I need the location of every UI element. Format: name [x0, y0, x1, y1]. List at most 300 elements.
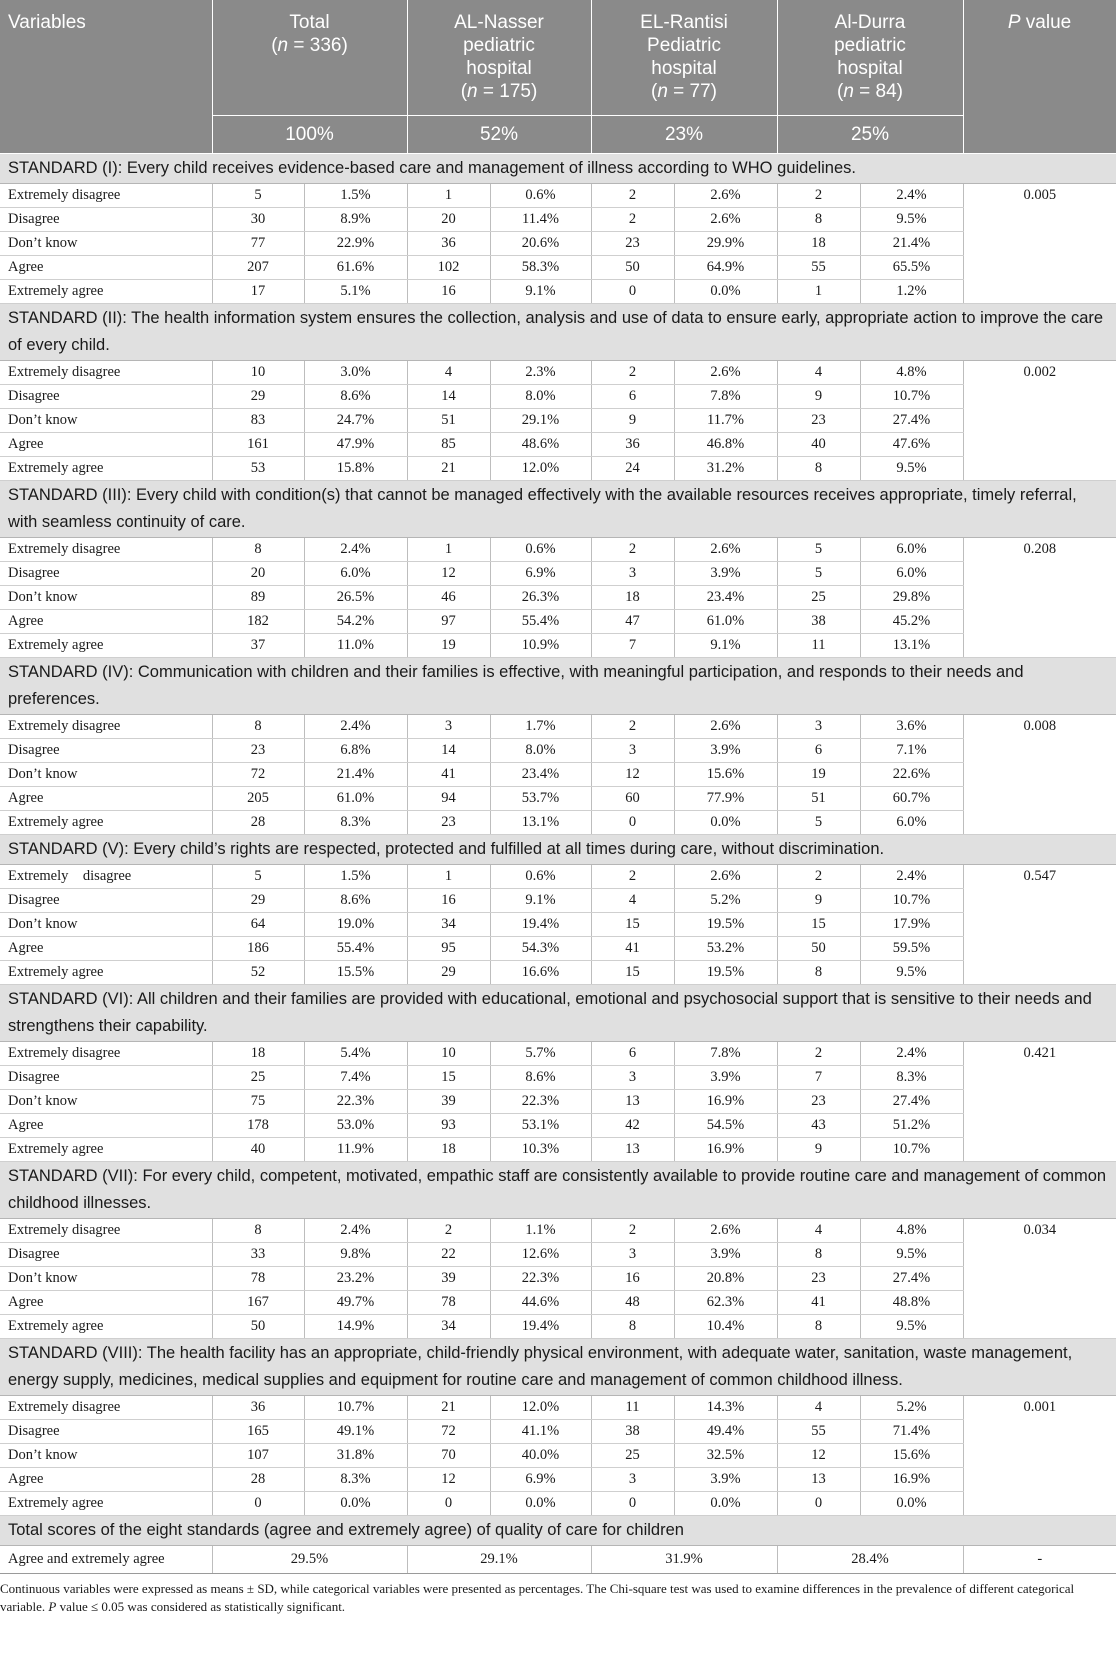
table-cell: 16.9%: [860, 1468, 963, 1492]
response-label: Extremely disagree: [0, 715, 212, 739]
table-row: [0, 433, 1116, 457]
table-cell: 0.0%: [304, 1492, 407, 1516]
table-row: [0, 889, 1116, 913]
table-cell: 10.4%: [674, 1315, 777, 1339]
table-row: [0, 1267, 1116, 1291]
table-cell: 6.9%: [490, 1468, 591, 1492]
table-cell: 55.4%: [304, 937, 407, 961]
table-cell: 27.4%: [860, 409, 963, 433]
total-title: Total scores of the eight standards (agree and extremely agree) of quality of care for children: [0, 1516, 1116, 1546]
table-cell: 12.0%: [490, 1396, 591, 1420]
table-cell: 20: [212, 562, 304, 586]
table-cell: 23: [407, 811, 490, 835]
table-cell: 11.7%: [674, 409, 777, 433]
table-cell: 43: [777, 1114, 860, 1138]
table-cell: 36: [591, 433, 674, 457]
table-cell: 93: [407, 1114, 490, 1138]
table-row: [0, 715, 1116, 739]
response-label: Extremely agree: [0, 1492, 212, 1516]
table-cell: 3.6%: [860, 715, 963, 739]
table-cell: 4: [777, 1396, 860, 1420]
table-cell: 64: [212, 913, 304, 937]
response-label: Don’t know: [0, 1267, 212, 1291]
table-cell: 2.4%: [860, 184, 963, 208]
table-cell: 3: [591, 739, 674, 763]
table-cell: 23.2%: [304, 1267, 407, 1291]
table-header: [0, 0, 1116, 154]
table-cell: 48: [591, 1291, 674, 1315]
table-cell: 20.6%: [490, 232, 591, 256]
total-cell: 29.5%: [212, 1546, 407, 1574]
response-label: Extremely disagree: [0, 184, 212, 208]
standard-heading-row: [0, 835, 1116, 865]
table-cell: 1: [407, 865, 490, 889]
table-cell: 15: [591, 913, 674, 937]
table-row: [0, 562, 1116, 586]
table-cell: 12: [591, 763, 674, 787]
table-cell: 2.4%: [860, 865, 963, 889]
table-cell: 48.6%: [490, 433, 591, 457]
table-cell: 6: [777, 739, 860, 763]
table-cell: 3.9%: [674, 562, 777, 586]
table-cell: 29.1%: [490, 409, 591, 433]
table-cell: 161: [212, 433, 304, 457]
table-cell: 10.7%: [860, 889, 963, 913]
table-cell: 15: [407, 1066, 490, 1090]
table-cell: 2.4%: [304, 1219, 407, 1243]
table-cell: 1.1%: [490, 1219, 591, 1243]
table-cell: 53.7%: [490, 787, 591, 811]
response-label: Extremely agree: [0, 961, 212, 985]
table-cell: 8.6%: [304, 889, 407, 913]
table-cell: 18: [212, 1042, 304, 1066]
table-cell: 10.7%: [860, 1138, 963, 1162]
table-cell: 19: [407, 634, 490, 658]
table-cell: 8: [777, 457, 860, 481]
p-value-cell: 0.034: [963, 1219, 1116, 1339]
table-cell: 0.0%: [674, 1492, 777, 1516]
table-cell: 5: [777, 538, 860, 562]
table-cell: 55: [777, 256, 860, 280]
response-label: Don’t know: [0, 409, 212, 433]
standard-heading-row: [0, 658, 1116, 715]
table-row: [0, 610, 1116, 634]
table-cell: 75: [212, 1090, 304, 1114]
table-cell: 5.2%: [674, 889, 777, 913]
table-cell: 10: [407, 1042, 490, 1066]
header-pct-al-durra: 25%: [777, 116, 963, 154]
table-cell: 53.0%: [304, 1114, 407, 1138]
table-cell: 12.6%: [490, 1243, 591, 1267]
table-cell: 52: [212, 961, 304, 985]
table-cell: 1.2%: [860, 280, 963, 304]
table-cell: 36: [407, 232, 490, 256]
total-cell: 29.1%: [407, 1546, 591, 1574]
table-cell: 8: [777, 1315, 860, 1339]
table-cell: 36: [212, 1396, 304, 1420]
table-cell: 29: [212, 889, 304, 913]
table-row: [0, 1396, 1116, 1420]
table-cell: 41: [777, 1291, 860, 1315]
table-cell: 38: [777, 610, 860, 634]
table-cell: 2: [407, 1219, 490, 1243]
table-cell: 49.7%: [304, 1291, 407, 1315]
table-cell: 12.0%: [490, 457, 591, 481]
response-label: Agree: [0, 610, 212, 634]
table-cell: 22.3%: [490, 1090, 591, 1114]
table-cell: 4: [591, 889, 674, 913]
table-cell: 3: [591, 1243, 674, 1267]
table-cell: 21: [407, 457, 490, 481]
table-cell: 16.9%: [674, 1090, 777, 1114]
header-variables: Variables: [0, 0, 212, 154]
total-cell: 28.4%: [777, 1546, 963, 1574]
table-cell: 16: [591, 1267, 674, 1291]
table-cell: 18: [407, 1138, 490, 1162]
table-cell: 2.6%: [674, 208, 777, 232]
table-cell: 3.9%: [674, 1468, 777, 1492]
table-cell: 25: [591, 1444, 674, 1468]
table-cell: 39: [407, 1090, 490, 1114]
table-cell: 33: [212, 1243, 304, 1267]
standard-title: STANDARD (V): Every child’s rights are respected, protected and fulfilled at all times during care, without discrimination.: [0, 835, 1116, 865]
table-cell: 20.8%: [674, 1267, 777, 1291]
table-cell: 8.0%: [490, 739, 591, 763]
table-cell: 41: [591, 937, 674, 961]
table-cell: 23: [777, 1090, 860, 1114]
table-cell: 10.3%: [490, 1138, 591, 1162]
response-label: Agree: [0, 787, 212, 811]
total-p-value: -: [963, 1546, 1116, 1574]
table-cell: 8: [212, 538, 304, 562]
standard-heading-row: [0, 1339, 1116, 1396]
header-total: Total (n = 336): [212, 0, 407, 116]
table-cell: 47: [591, 610, 674, 634]
table-cell: 54.2%: [304, 610, 407, 634]
table-cell: 8: [212, 715, 304, 739]
table-cell: 23.4%: [674, 586, 777, 610]
table-cell: 51.2%: [860, 1114, 963, 1138]
table-cell: 178: [212, 1114, 304, 1138]
table-cell: 77.9%: [674, 787, 777, 811]
table-cell: 61.6%: [304, 256, 407, 280]
table-cell: 85: [407, 433, 490, 457]
table-cell: 12: [407, 562, 490, 586]
table-cell: 9: [591, 409, 674, 433]
table-row: [0, 739, 1116, 763]
table-row: [0, 361, 1116, 385]
table-row: [0, 811, 1116, 835]
table-cell: 0.0%: [674, 811, 777, 835]
table-cell: 19.4%: [490, 913, 591, 937]
response-label: Don’t know: [0, 232, 212, 256]
table-cell: 23: [777, 1267, 860, 1291]
table-body: [0, 154, 1116, 1574]
table-cell: 60.7%: [860, 787, 963, 811]
table-row: [0, 184, 1116, 208]
table-cell: 78: [407, 1291, 490, 1315]
table-cell: 22.3%: [490, 1267, 591, 1291]
table-row: [0, 1420, 1116, 1444]
response-label: Extremely agree: [0, 811, 212, 835]
table-cell: 23: [777, 409, 860, 433]
table-cell: 3: [591, 1066, 674, 1090]
table-cell: 5: [777, 562, 860, 586]
table-cell: 46.8%: [674, 433, 777, 457]
table-cell: 2.6%: [674, 361, 777, 385]
table-cell: 18: [591, 586, 674, 610]
standard-heading-row: [0, 1162, 1116, 1219]
table-row: [0, 1042, 1116, 1066]
table-cell: 77: [212, 232, 304, 256]
table-cell: 54.3%: [490, 937, 591, 961]
table-cell: 42: [591, 1114, 674, 1138]
p-value-cell: 0.547: [963, 865, 1116, 985]
table-cell: 2: [591, 538, 674, 562]
table-cell: 23: [212, 739, 304, 763]
table-cell: 5.2%: [860, 1396, 963, 1420]
table-cell: 0: [212, 1492, 304, 1516]
table-cell: 17.9%: [860, 913, 963, 937]
table-footnote: Continuous variables were expressed as means ± SD, while categorical variables were presented as percentages. The Chi-square test was used to examine differences in the prevalence of different categorical variable. P value ≤ 0.05 was considered as statistically significant.: [0, 1581, 1075, 1614]
table-cell: 186: [212, 937, 304, 961]
table-cell: 49.1%: [304, 1420, 407, 1444]
table-row: [0, 913, 1116, 937]
table-cell: 55: [777, 1420, 860, 1444]
table-cell: 9.1%: [490, 889, 591, 913]
table-cell: 21: [407, 1396, 490, 1420]
response-label: Disagree: [0, 889, 212, 913]
table-cell: 2.4%: [860, 1042, 963, 1066]
table-cell: 18: [777, 232, 860, 256]
p-value-cell: 0.001: [963, 1396, 1116, 1516]
table-cell: 29.9%: [674, 232, 777, 256]
table-cell: 64.9%: [674, 256, 777, 280]
response-label: Disagree: [0, 562, 212, 586]
total-heading-row: [0, 1516, 1116, 1546]
table-cell: 83: [212, 409, 304, 433]
table-cell: 3.9%: [674, 1243, 777, 1267]
table-row: [0, 634, 1116, 658]
table-cell: 165: [212, 1420, 304, 1444]
p-value-cell: 0.008: [963, 715, 1116, 835]
response-label: Disagree: [0, 385, 212, 409]
table-cell: 19.5%: [674, 961, 777, 985]
standard-heading-row: [0, 481, 1116, 538]
table-row: [0, 1291, 1116, 1315]
table-cell: 102: [407, 256, 490, 280]
table-cell: 0.6%: [490, 865, 591, 889]
table-cell: 26.5%: [304, 586, 407, 610]
table-cell: 46: [407, 586, 490, 610]
response-label: Agree: [0, 433, 212, 457]
table-row: [0, 1138, 1116, 1162]
table-cell: 14: [407, 385, 490, 409]
header-pct-el-rantisi: 23%: [591, 116, 777, 154]
table-cell: 182: [212, 610, 304, 634]
header-al-durra: Al-Durra pediatric hospital (n = 84): [777, 0, 963, 116]
response-label: Extremely disagree: [0, 538, 212, 562]
table-row: [0, 256, 1116, 280]
table-row: [0, 1066, 1116, 1090]
header-pct-al-nasser: 52%: [407, 116, 591, 154]
table-cell: 14: [407, 739, 490, 763]
response-label: Disagree: [0, 1243, 212, 1267]
table-cell: 21.4%: [860, 232, 963, 256]
table-cell: 37: [212, 634, 304, 658]
table-cell: 3.9%: [674, 1066, 777, 1090]
table-cell: 3: [591, 1468, 674, 1492]
table-cell: 29.8%: [860, 586, 963, 610]
table-cell: 16: [407, 889, 490, 913]
table-cell: 4.8%: [860, 361, 963, 385]
table-cell: 8.9%: [304, 208, 407, 232]
table-cell: 8: [777, 1243, 860, 1267]
response-label: Disagree: [0, 1420, 212, 1444]
standard-heading-row: [0, 154, 1116, 184]
table-cell: 8.3%: [304, 1468, 407, 1492]
response-label: Extremely disagree: [0, 865, 212, 889]
table-row: [0, 787, 1116, 811]
table-cell: 15.6%: [674, 763, 777, 787]
table-cell: 0: [591, 280, 674, 304]
table-cell: 11.9%: [304, 1138, 407, 1162]
table-cell: 9.5%: [860, 457, 963, 481]
table-cell: 2.6%: [674, 538, 777, 562]
table-cell: 7: [777, 1066, 860, 1090]
table-cell: 41: [407, 763, 490, 787]
response-label: Extremely agree: [0, 1138, 212, 1162]
table-cell: 40: [777, 433, 860, 457]
table-cell: 32.5%: [674, 1444, 777, 1468]
total-row: [0, 1546, 1116, 1574]
response-label: Extremely disagree: [0, 1042, 212, 1066]
table-cell: 6.0%: [860, 562, 963, 586]
header-al-nasser: AL-Nasser pediatric hospital (n = 175): [407, 0, 591, 116]
table-cell: 2.6%: [674, 1219, 777, 1243]
table-cell: 24.7%: [304, 409, 407, 433]
response-label: Don’t know: [0, 1090, 212, 1114]
table-cell: 2.6%: [674, 184, 777, 208]
table-cell: 19: [777, 763, 860, 787]
table-cell: 0: [591, 1492, 674, 1516]
table-row: [0, 409, 1116, 433]
response-label: Agree: [0, 1468, 212, 1492]
table-cell: 205: [212, 787, 304, 811]
table-cell: 12: [407, 1468, 490, 1492]
table-row: [0, 1492, 1116, 1516]
table-cell: 11.0%: [304, 634, 407, 658]
p-value-cell: 0.005: [963, 184, 1116, 304]
table-cell: 30: [212, 208, 304, 232]
table-cell: 25: [212, 1066, 304, 1090]
table-cell: 7.4%: [304, 1066, 407, 1090]
table-cell: 15.6%: [860, 1444, 963, 1468]
table-cell: 5.1%: [304, 280, 407, 304]
table-cell: 53.1%: [490, 1114, 591, 1138]
table-cell: 31.8%: [304, 1444, 407, 1468]
table-cell: 11: [591, 1396, 674, 1420]
table-row: [0, 961, 1116, 985]
table-cell: 3: [591, 562, 674, 586]
table-cell: 4: [777, 1219, 860, 1243]
table-cell: 9: [777, 385, 860, 409]
table-cell: 24: [591, 457, 674, 481]
table-cell: 94: [407, 787, 490, 811]
response-label: Agree: [0, 1114, 212, 1138]
table-cell: 2: [591, 208, 674, 232]
table-cell: 9: [777, 889, 860, 913]
standard-title: STANDARD (II): The health information system ensures the collection, analysis and use of data to ensure early, appropriate action to improve the care of every child.: [0, 304, 1116, 361]
table-cell: 9.5%: [860, 1315, 963, 1339]
table-cell: 2.4%: [304, 538, 407, 562]
table-cell: 5: [777, 811, 860, 835]
table-row: [0, 1315, 1116, 1339]
table-cell: 3.0%: [304, 361, 407, 385]
table-cell: 13.1%: [860, 634, 963, 658]
p-value-cell: 0.208: [963, 538, 1116, 658]
table-cell: 51: [777, 787, 860, 811]
table-cell: 0.0%: [490, 1492, 591, 1516]
table-cell: 3: [777, 715, 860, 739]
table-cell: 20: [407, 208, 490, 232]
standard-title: STANDARD (I): Every child receives evidence-based care and management of illness according to WHO guidelines.: [0, 154, 1116, 184]
table-cell: 1: [407, 538, 490, 562]
standard-title: STANDARD (VIII): The health facility has an appropriate, child-friendly physical environment, with adequate water, sanitation, waste management, energy supply, medicines, medical supplies and equipment for routine care and management of common childhood illness.: [0, 1339, 1116, 1396]
table-row: [0, 1090, 1116, 1114]
standard-title: STANDARD (VII): For every child, competent, motivated, empathic staff are consistently available to provide routine care and management of common childhood illnesses.: [0, 1162, 1116, 1219]
table-row: [0, 865, 1116, 889]
table-cell: 59.5%: [860, 937, 963, 961]
table-cell: 2: [591, 184, 674, 208]
table-cell: 13: [591, 1138, 674, 1162]
standard-title: STANDARD (IV): Communication with children and their families is effective, with meaningful participation, and responds to their needs and preferences.: [0, 658, 1116, 715]
response-label: Disagree: [0, 739, 212, 763]
table-cell: 48.8%: [860, 1291, 963, 1315]
table-cell: 34: [407, 1315, 490, 1339]
response-label: Agree: [0, 1291, 212, 1315]
response-label: Don’t know: [0, 763, 212, 787]
table-cell: 8.0%: [490, 385, 591, 409]
standard-title: STANDARD (VI): All children and their families are provided with educational, emotional and psychosocial support that is sensitive to their needs and strengthens their capability.: [0, 985, 1116, 1042]
table-cell: 8.3%: [860, 1066, 963, 1090]
table-cell: 10.9%: [490, 634, 591, 658]
response-label: Disagree: [0, 1066, 212, 1090]
table-cell: 50: [212, 1315, 304, 1339]
table-cell: 29: [407, 961, 490, 985]
table-row: [0, 937, 1116, 961]
table-cell: 19.0%: [304, 913, 407, 937]
table-row: [0, 1219, 1116, 1243]
table-cell: 9.1%: [674, 634, 777, 658]
table-cell: 0: [407, 1492, 490, 1516]
table-row: [0, 1468, 1116, 1492]
table-cell: 7.8%: [674, 385, 777, 409]
table-cell: 1.5%: [304, 865, 407, 889]
table-cell: 8.6%: [304, 385, 407, 409]
table-cell: 10.7%: [304, 1396, 407, 1420]
table-cell: 2.6%: [674, 715, 777, 739]
response-label: Disagree: [0, 208, 212, 232]
table-cell: 34: [407, 913, 490, 937]
table-cell: 29: [212, 385, 304, 409]
response-label: Agree: [0, 256, 212, 280]
table-cell: 13: [777, 1468, 860, 1492]
table-cell: 40.0%: [490, 1444, 591, 1468]
table-cell: 21.4%: [304, 763, 407, 787]
table-cell: 65.5%: [860, 256, 963, 280]
table-cell: 8: [777, 961, 860, 985]
